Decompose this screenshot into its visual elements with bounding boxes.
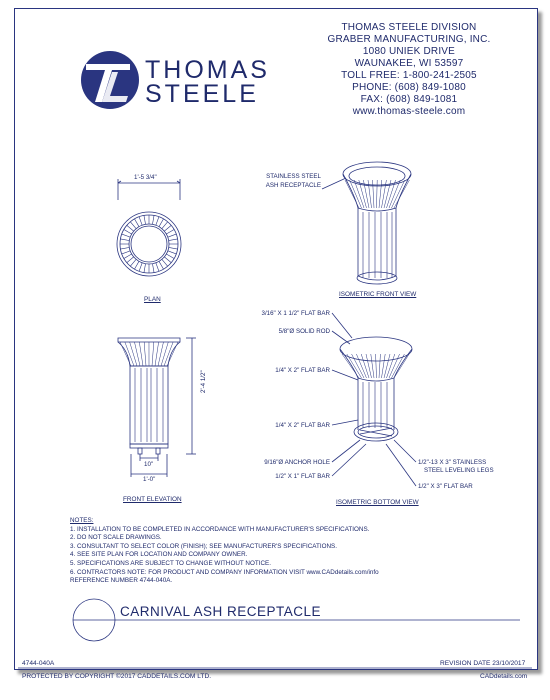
front-base-outer-dimension: 1'-0" — [143, 476, 156, 483]
note-item: 6. CONTRACTORS NOTE: FOR PRODUCT AND COMPANY INFORMATION VISIT www.CADdetails.com/info — [70, 568, 379, 576]
notes-block — [70, 517, 379, 586]
reference-number: 4744-040A — [22, 660, 55, 667]
company-line: FAX: (608) 849-1081 — [360, 94, 458, 105]
notes-heading: NOTES: — [70, 517, 94, 524]
iso-bottom-label: 9/16"Ø ANCHOR HOLE — [264, 459, 330, 466]
note-item: 5. SPECIFICATIONS ARE SUBJECT TO CHANGE WITHOUT NOTICE. — [70, 559, 271, 567]
front-base-inner-dimension: 10" — [144, 461, 154, 468]
isometric-bottom-view — [332, 313, 416, 486]
iso-bottom-label: 1/2" X 1" FLAT BAR — [275, 473, 330, 480]
revision-date: REVISION DATE 23/10/2017 — [440, 660, 526, 667]
iso-bottom-label: 3/16" X 1 1/2" FLAT BAR — [261, 310, 330, 317]
iso-bottom-label: 1/2" X 3" FLAT BAR — [418, 483, 473, 490]
iso-bottom-label: 1/2"-13 X 3" STAINLESS — [418, 459, 487, 466]
logo-word-steele: STEELE — [145, 80, 259, 108]
plan-dimension: 1'-5 3/4" — [134, 174, 157, 181]
front-elevation-caption: FRONT ELEVATION — [123, 496, 182, 503]
drawing-title: CARNIVAL ASH RECEPTACLE — [120, 604, 322, 619]
logo-word-thomas: THOMAS — [145, 56, 270, 84]
company-line: 1080 UNIEK DRIVE — [362, 46, 456, 57]
iso-bottom-label: 1/4" X 2" FLAT BAR — [275, 422, 330, 429]
iso-front-caption: ISOMETRIC FRONT VIEW — [339, 291, 417, 298]
iso-bottom-caption: ISOMETRIC BOTTOM VIEW — [336, 499, 419, 506]
company-line: THOMAS STEELE DIVISION — [341, 22, 477, 33]
front-height-dimension: 2'-4 1/2" — [200, 370, 207, 393]
isometric-front-view — [322, 162, 411, 284]
company-line: PHONE: (608) 849-1080 — [352, 82, 466, 93]
note-item: 2. DO NOT SCALE DRAWINGS. — [70, 534, 162, 542]
company-line: www.thomas-steele.com — [352, 106, 466, 117]
note-item: REFERENCE NUMBER 4744-040A. — [70, 577, 173, 585]
front-elevation — [118, 338, 196, 477]
company-line: WAUNAKEE, WI 53597 — [354, 58, 464, 69]
brand-text: CADdetails.com — [480, 673, 528, 680]
iso-bottom-label: 1/4" X 2" FLAT BAR — [275, 367, 330, 374]
plan-caption: PLAN — [144, 296, 161, 303]
note-item: 3. CONSULTANT TO SELECT COLOR (FINISH); SEE MANUFACTURER'S SPECIFICATIONS. — [70, 542, 337, 550]
iso-front-label-line1: STAINLESS STEEL — [266, 173, 321, 180]
copyright-text: PROTECTED BY COPYRIGHT ©2017 CADDETAILS.COM LTD. — [22, 673, 212, 680]
iso-bottom-label: STEEL LEVELING LEGS — [424, 467, 494, 474]
note-item: 4. SEE SITE PLAN FOR LOCATION AND COMPANY OWNER. — [70, 551, 248, 559]
company-line: GRABER MANUFACTURING, INC. — [327, 34, 491, 45]
iso-front-label-line2: ASH RECEPTACLE — [265, 182, 321, 189]
plan-view — [117, 179, 181, 276]
note-item: 1. INSTALLATION TO BE COMPLETED IN ACCORDANCE WITH MANUFACTURER'S SPECIFICATIONS. — [70, 525, 370, 533]
iso-bottom-label: 5/8"Ø SOLID ROD — [278, 328, 330, 335]
company-line: TOLL FREE: 1-800-241-2505 — [341, 70, 477, 81]
